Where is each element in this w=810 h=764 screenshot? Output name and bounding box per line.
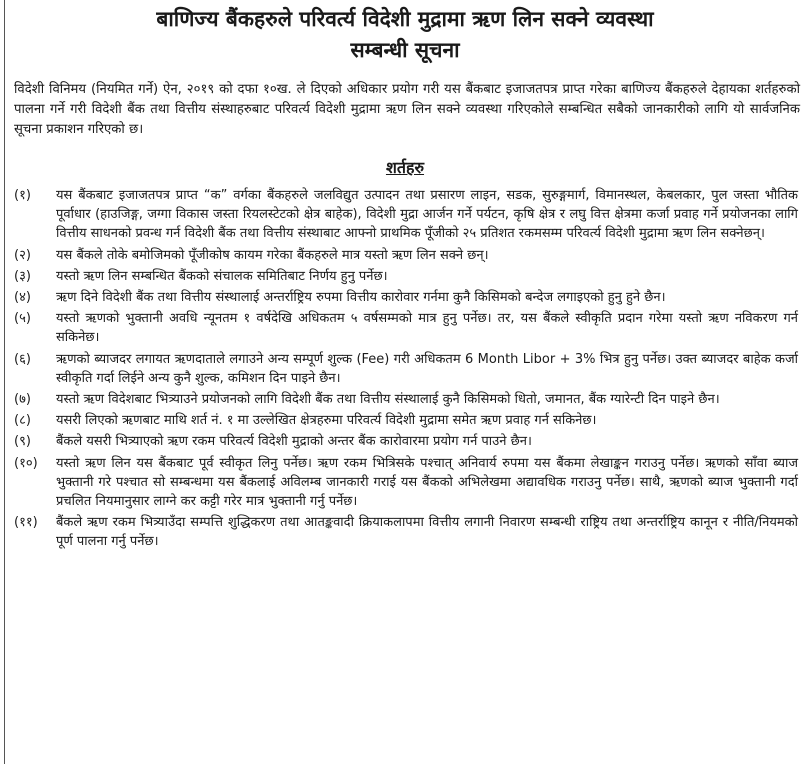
- term-item: [10, 513, 800, 551]
- term-item: [10, 246, 800, 265]
- term-item: [10, 309, 800, 347]
- term-number: (१०): [14, 455, 38, 471]
- term-text: बैंकले ऋण रकम भित्र्याउँदा सम्पत्ति शुद्धिकरण तथा आतङ्कवादी क्रियाकलापमा वित्तीय लगानी निवारण सम्बन्धी राष्ट्रिय तथा अन्तर्राष्ट्रिय कानून र नीति/नियमको पूर्ण पालना गर्नु पर्नेछ।: [56, 515, 798, 550]
- term-item: [10, 186, 800, 244]
- terms-heading: शर्तहरु: [385, 158, 425, 177]
- term-text: यसरी लिएको ऋणबाट माथि शर्त नं. १ मा उल्लेखित क्षेत्रहरुमा परिवर्त्य विदेशी मुद्रामा समेत ऋण प्रवाह गर्न सकिनेछ।: [56, 413, 597, 429]
- term-item: [10, 411, 800, 430]
- term-item: [10, 390, 800, 409]
- term-text: यस्तो ऋण लिन सम्बन्धित बैंकको संचालक समितिबाट निर्णय हुनु पर्नेछ।: [56, 268, 388, 284]
- term-text: यस बैंकबाट इजाजतपत्र प्राप्त “क” वर्गका बैंकहरुले जलविद्युत उत्पादन तथा प्रसारण लाइन, सडक, सुरुङ्गमार्ग, विमानस्थल, केबलकार, पुल जस्ता भौतिक पूर्वाधार (हाउजिङ्ग, जग्गा विकास जस्ता रियलस्टेटको क्षेत्र बाहेक), विदेशी मुद्रा आर्जन गर्ने पर्यटन, कृषि क्षेत्र र लघु वित्त क्षेत्रमा कर्जा प्रवाह गर्ने प्रयोजनका लागि वित्तीय साधनको प्रवन्ध गर्न विदेशी बैंक तथा वित्तीय संस्थाबाट आफ्नो प्राथमिक पूँजीको २५ प्रतिशत रकमसम्म परिवर्त्य विदेशी मुद्रामा ऋण लिन सक्नेछन्।: [56, 188, 798, 242]
- term-text: यस्तो ऋण विदेशबाट भित्र्याउने प्रयोजनको लागि विदेशी बैंक तथा वित्तीय संस्थालाई कुनै किसिमको धितो, जमानत, बैंक ग्यारेन्टी दिन पाइने छैन।: [56, 392, 720, 408]
- term-item: [10, 350, 800, 388]
- term-text: ऋण दिने विदेशी बैंक तथा वित्तीय संस्थालाई अन्तर्राष्ट्रिय रुपमा वित्तीय कारोवार गर्नमा कुनै किसिमको बन्देज लगाइएको हुनु हुने छैन।: [56, 290, 666, 306]
- term-number: (९): [14, 434, 31, 450]
- term-text: ऋणको ब्याजदर लगायत ऋणदाताले लगाउने अन्य सम्पूर्ण शुल्क (Fee) गरी अधिकतम 6 Month Libor + 3% भित्र हुनु पर्नेछ। उक्त ब्याजदर बाहेक कर्जा स्वीकृति गर्दा लिईने अन्य कुनै शुल्क, कमिशन दिन पाइने छैन।: [56, 351, 798, 386]
- term-number: (७): [14, 392, 31, 408]
- term-item: [10, 432, 800, 451]
- term-number: (२): [14, 247, 31, 263]
- intro-paragraph: विदेशी विनिमय (नियमित गर्ने) ऐन, २०१९ को दफा १०ख. ले दिएको अधिकार प्रयोग गरी यस बैंकबाट इजाजतपत्र प्राप्त गरेका बाणिज्य बैंकहरुले देहायका शर्तहरुको पालना गर्ने गरी विदेशी बैंक तथा वित्तीय संस्थाहरुबाट परिवर्त्य विदेशी मुद्रामा ऋण लिन सक्ने व्यवस्था गरिएकोले सम्बन्धित सबैको जानकारीको लागि यो सार्वजनिक सूचना प्रकाशन गरिएको छ।: [14, 82, 800, 137]
- terms-list: [10, 186, 800, 552]
- term-item: [10, 454, 800, 512]
- term-text: यस्तो ऋणको भुक्तानी अवधि न्यूनतम १ वर्षदेखि अधिकतम ५ वर्षसम्मको मात्र हुनु पर्नेछ। तर, यस बैंकले स्वीकृति प्रदान गरेमा यस्तो ऋण नविकरण गर्न सकिनेछ।: [56, 311, 798, 346]
- term-text: बैंकले यसरी भित्र्याएको ऋण रकम परिवर्त्य विदेशी मुद्राको अन्तर बैंक कारोवारमा प्रयोग गर्न पाउने छैन।: [56, 434, 532, 450]
- term-number: (११): [14, 515, 38, 531]
- notice-title: [10, 4, 800, 66]
- term-item: [10, 288, 800, 307]
- term-text: यस बैंकले तोके बमोजिमको पूँजीकोष कायम गरेका बैंकहरुले मात्र यस्तो ऋण लिन सक्ने छन्।: [56, 247, 489, 263]
- title-line-2: सम्बन्धी सूचना: [350, 38, 460, 62]
- term-number: (६): [14, 351, 31, 367]
- term-text: यस्तो ऋण लिन यस बैंकबाट पूर्व स्वीकृत लिनु पर्नेछ। ऋण रकम भित्रिसके पश्चात् अनिवार्य रुपमा यस बैंकमा लेखाङ्कन गराउनु पर्नेछ। ऋणको साँवा ब्याज भुक्तानी गरे पश्चात सो सम्बन्धमा यस बैंकलाई अविलम्ब जानकारी गराई यस बैंकको अभिलेखमा अद्यावधिक गराउनु पर्नेछ। साथै, ऋणको ब्याज भुक्तानी गर्दा प्रचलित नियमानुसार लाग्ने कर कट्टी गरेर मात्र भुक्तानी गर्नु पर्नेछ।: [56, 455, 798, 510]
- term-number: (३): [14, 268, 31, 284]
- term-number: (४): [14, 290, 31, 306]
- term-number: (८): [14, 413, 31, 429]
- term-number: (५): [14, 311, 31, 327]
- term-number: (१): [14, 188, 31, 203]
- term-item: [10, 267, 800, 286]
- title-line-1: बाणिज्य बैंकहरुले परिवर्त्य विदेशी मुद्रामा ऋण लिन सक्ने व्यवस्था: [156, 7, 654, 31]
